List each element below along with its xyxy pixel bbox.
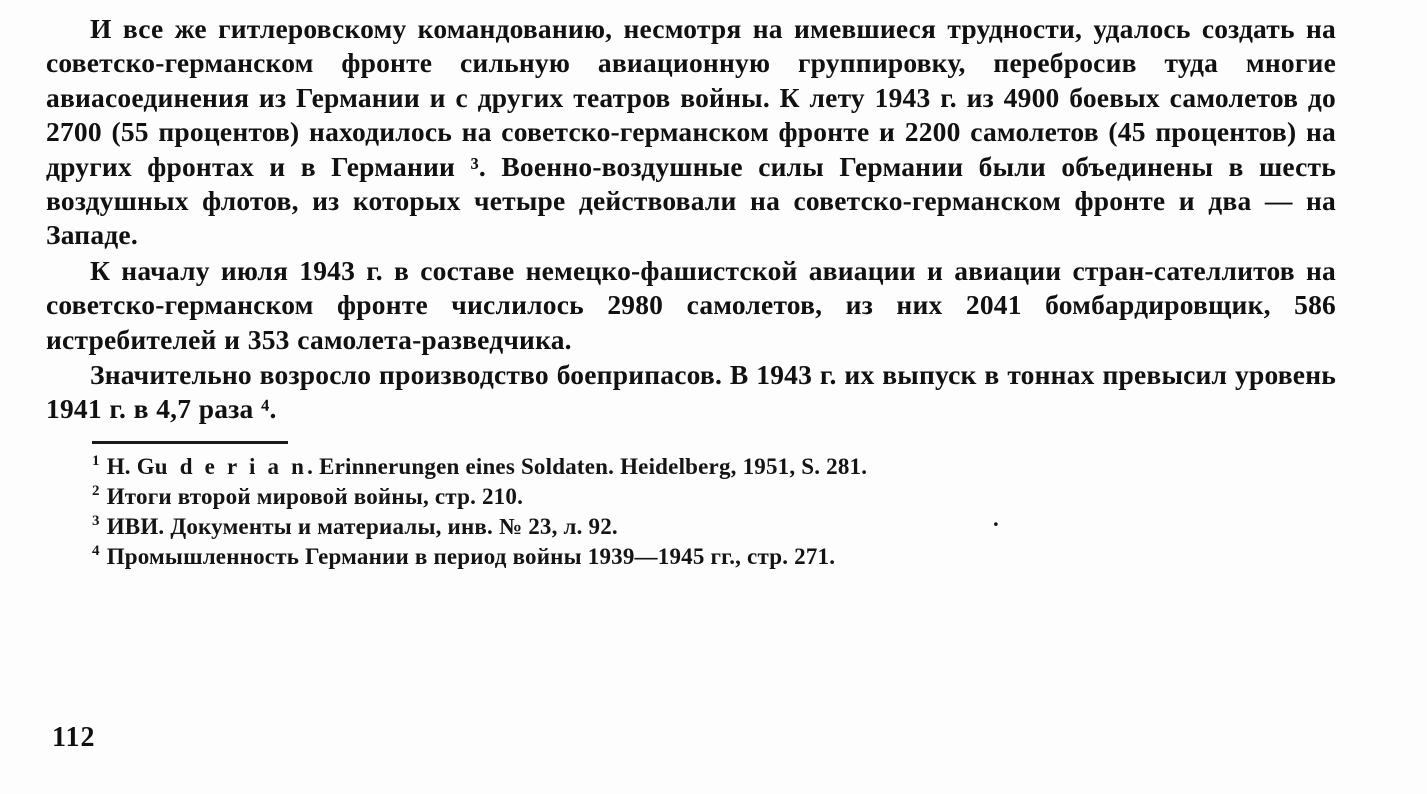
footnote-marker: 4: [92, 543, 100, 560]
footnote-text-spaced: u d e r i a n: [154, 453, 308, 479]
footnote-text-after: . Erinnerungen eines Soldaten. Heidelberg, 1951, S. 281.: [307, 453, 868, 479]
footnote-text-before: Промышленность Германии в период войны 1939—1945 гг., стр. 271.: [106, 543, 836, 569]
body-paragraph-3: Значительно возросло производство боеприпасов. В 1943 г. их выпуск в тоннах превысил уровень 1941 г. в 4,7 раза ⁴.: [46, 359, 1336, 425]
footnote-text-before: H. G: [106, 453, 155, 479]
footnote-separator-rule: [92, 441, 288, 444]
footnote-marker: 1: [92, 453, 100, 470]
page-number: 112: [52, 722, 96, 753]
footnote-marker: 2: [92, 483, 100, 500]
footnote-marker: 3: [92, 513, 100, 530]
body-paragraph-1: И все же гитлеровскому командованию, несмотря на имевшиеся трудности, удалось создать на советско-германском фронте сильную авиационную группировку, перебросив туда многие авиасоединения из Германии и с других театров войны. К лету 1943 г. из 4900 боевых самолетов до 2700 (55 процентов) находилось на советско-германском фронте и 2200 самолетов (45 процентов) на других фронтах и в Германии ³. Военно-воздушные силы Германии были объединены в шесть воздушных флотов, из которых четыре действовали на советско-германском фронте и два — на Западе.: [46, 13, 1336, 251]
footnote-item: $^2$ Итоги второй мировой войны, стр. 210. .: [92, 483, 999, 531]
footnote-item: [92, 452, 1317, 482]
body-paragraph-2: К началу июля 1943 г. в составе немецко-фашистской авиации и авиации стран-сателлитов на советско-германском фронте числилось 2980 самолетов, из них 2041 бомбардировщик, 586 истребителей и 353 самолета-разведчика.: [46, 254, 1336, 355]
footnote-text-before: ИВИ. Документы и материалы, инв. № 23, л. 92.: [106, 513, 618, 539]
clipped-top-line-text: [50, 0, 637, 1]
footnote-item: [92, 542, 1317, 572]
footnote-text-before: Итоги второй мировой войны, стр. 210.: [106, 483, 524, 509]
clipped-top-line: [50, 0, 1336, 10]
footnote-item: [92, 512, 1317, 542]
footnote-list: [92, 452, 1317, 572]
page-content: [46, 0, 1336, 572]
